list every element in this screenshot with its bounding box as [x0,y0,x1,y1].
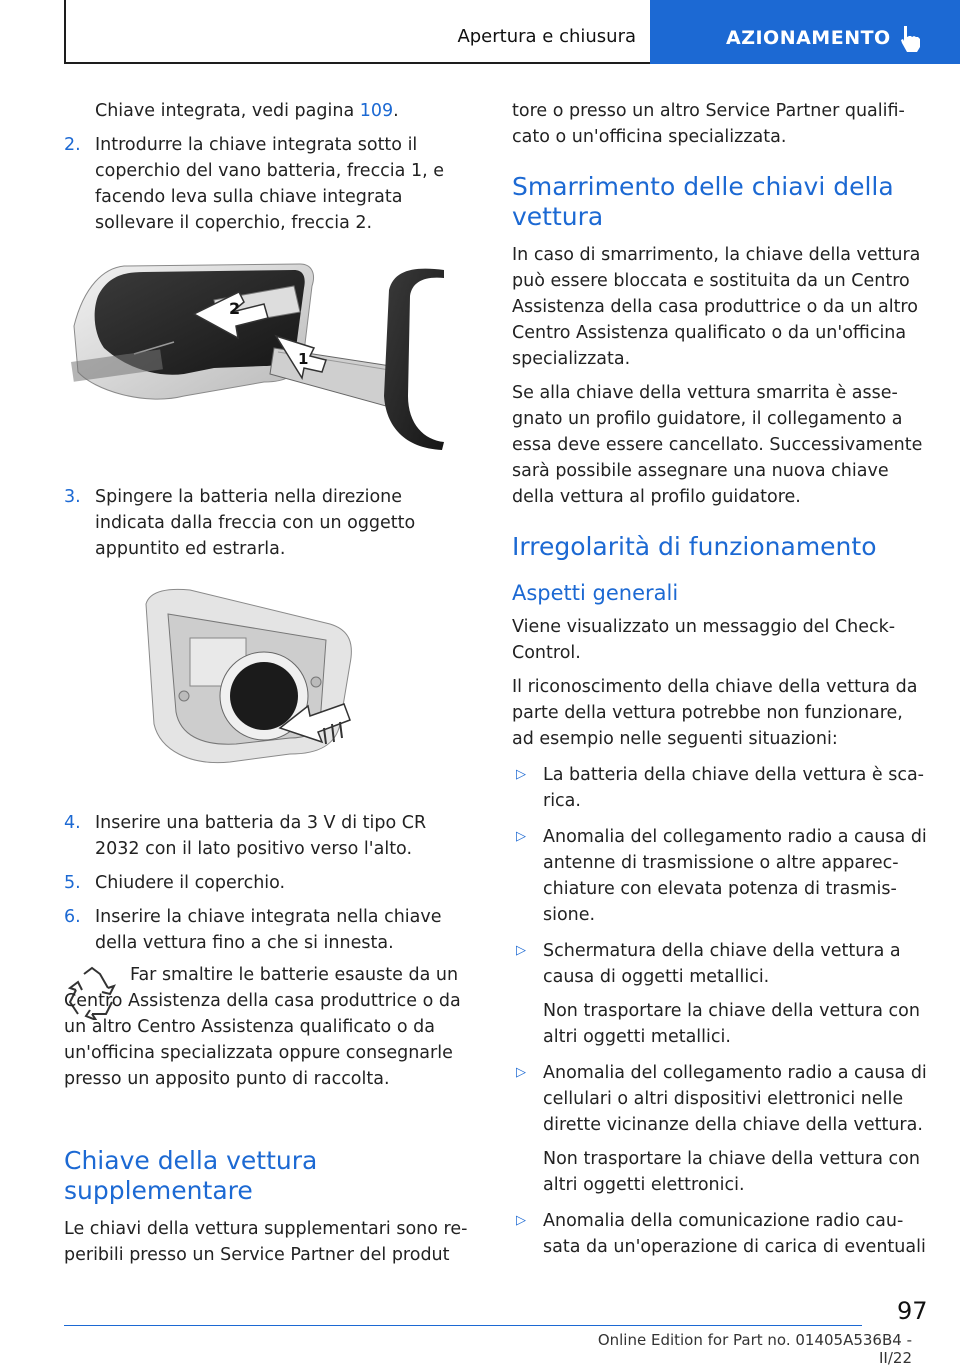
step-4 [64,810,476,862]
heading-malfunction: Irregolarità di funzionamento [512,532,877,561]
general-paragraph-1: Viene visualizzato un messaggio del Check-Control. [512,617,896,663]
step-6 [64,904,476,956]
step-text: Introdurre la chiave integrata sotto il coperchio del vano batteria, freccia 1, e facendo leva sulla chiave integrata sollevare il coperchio, freccia 2. [95,135,444,233]
page-number: 97 [897,1297,928,1325]
bullet-marker: ▷ [516,943,526,958]
list-item: ▷ Anomalia del collegamento radio a causa di antenne di trasmissione o altre apparecchiature con elevata potenza di trasmissione. [512,824,930,928]
figure-integrated-key [64,256,476,452]
step-text: Chiudere il coperchio. [95,873,286,893]
list-item: ▷ Anomalia del collegamento radio a causa di cellulari o altri dispositivi elettronici nelle dirette vicinanze della chiave della vettura. [512,1060,930,1138]
right-column [512,98,930,1260]
header-rule-bottom [64,62,650,64]
step-number: 4. [64,813,81,833]
bullet-marker: ▷ [516,1065,526,1080]
step-number: 3. [64,487,81,507]
footer-rule [64,1325,862,1326]
step-number: 5. [64,873,81,893]
figure-label-1: 1 [298,350,309,368]
subheading-general: Aspetti generali [512,581,679,605]
figure-label-2: 2 [229,299,241,318]
bullet-marker: ▷ [516,767,526,782]
list-item-note: Non trasportare la chiave della vettura con altri oggetti elettronici. [543,1149,920,1195]
footer-edition: Online Edition for Part no. 01405A536B4 - II/22 [597,1331,912,1367]
step-2 [64,132,476,236]
left-column-steps [64,810,476,956]
bullet-marker: ▷ [516,829,526,844]
general-paragraph-2: Il riconoscimento della chiave della vettura da parte della vettura potrebbe non funzionare, ad esempio nelle seguenti situazioni: [512,677,918,749]
step-text: Spingere la batteria nella direzione indicata dalla freccia con un oggetto appuntito ed estrarla. [95,487,416,559]
list-item: ▷ La batteria della chiave della vettura è scarica. [512,762,930,814]
page-link[interactable]: 109 [359,101,394,121]
step-text: Inserire una batteria da 3 V di tipo CR 2032 con il lato positivo verso l'alto. [95,813,427,859]
heading-supplementary-key: Chiave della vettura supplementare [64,1146,318,1205]
list-item: ▷ Anomalia della comunicazione radio causata da un'operazione di carica di eventuali [512,1208,930,1260]
recycle-text: Far smaltire le batterie esauste da un Centro Assistenza della casa produttrice o da un altro Centro Assistenza qualificato o da un'officina specializzata oppure consegnarle presso un apposito punto di raccolta. [64,965,461,1089]
recycle-note [64,962,476,1092]
supplementary-key-section [64,1146,484,1268]
header-rule-left [64,0,66,64]
left-column [64,98,476,236]
figure-battery-compartment [140,584,360,774]
continued-text: tore o presso un altro Service Partner qualificato o un'officina specializzata. [512,101,905,147]
header-section-title: Apertura e chiusura [457,26,636,47]
hand-pointer-icon [898,24,924,54]
lost-paragraph-1: In caso di smarrimento, la chiave della vettura può essere bloccata e sostituita da un Centro Assistenza della casa produttrice o da un altro Centro Assistenza qualificato o da un'officina specializzata. [512,245,921,369]
bullet-marker: ▷ [516,1213,526,1228]
lost-paragraph-2: Se alla chiave della vettura smarrita è assegnato un profilo guidatore, il collegamento a essa deve essere cancellato. Successivamente sarà possibile assegnare una nuova chiave della vettura al profilo guidatore. [512,383,923,507]
step-number: 6. [64,907,81,927]
header-chapter-title: AZIONAMENTO [726,27,891,49]
supplementary-text: Le chiavi della vettura supplementari sono reperibili presso un Service Partner del produt [64,1219,468,1265]
step-number: 2. [64,135,81,155]
left-column-step3 [64,484,476,562]
step-3 [64,484,476,562]
step-5 [64,870,476,896]
list-item-note: Non trasportare la chiave della vettura con altri oggetti metallici. [543,1001,920,1047]
step-text: Inserire la chiave integrata nella chiave della vettura fino a che si innesta. [95,907,442,953]
intro-line: Chiave integrata, vedi pagina 109. [95,101,399,121]
heading-lost-keys: Smarrimento delle chiavi della vettura [512,172,894,231]
list-item: ▷ Schermatura della chiave della vettura a causa di oggetti metallici. [512,938,930,990]
